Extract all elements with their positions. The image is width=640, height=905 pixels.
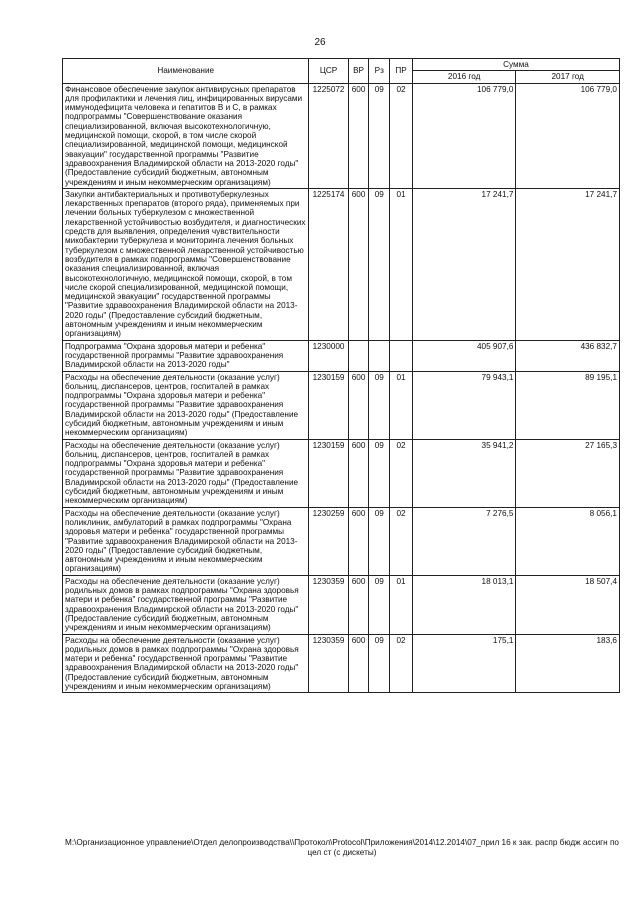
row-rz: 09 (369, 507, 390, 575)
row-vr: 600 (348, 634, 369, 693)
row-name: Расходы на обеспечение деятельности (оказание услуг) поликлиник, амбулаторий в рамках подпрограммы "Охрана здоровья матери и ребенка" государственной программы "Развитие здравоохранения Владимирской области на 2013-2020 годы" (Предоставление субсидий бюджетным, автономным учреждениям и иным некоммерческим организациям) (63, 507, 309, 575)
row-pr: 01 (390, 371, 413, 439)
table-row (63, 83, 620, 188)
row-pr: 02 (390, 507, 413, 575)
row-sum-2016: 106 779,0 (412, 83, 516, 188)
row-sum-2017: 17 241,7 (516, 188, 620, 340)
header-year-2017: 2017 год (516, 71, 620, 83)
row-csr: 1230359 (309, 634, 348, 693)
row-name: Финансовое обеспечение закупок антивирусных препаратов для профилактики и лечения лиц, инфицированных вирусами иммунодефицита человека и гепатитов В и С, в рамках подпрограммы "Совершенствование оказания специализированной, включая высокотехнологичную, медицинской помощи, скорой, в том числе скорой специализированной, медицинской помощи, медицинской эвакуации" государственной программы "Развитие здравоохранения Владимирской области на 2013-2020 годы" (Предоставление субсидий бюджетным, автономным учреждениям и иным некоммерческим организациям) (63, 83, 309, 188)
row-sum-2017: 436 832,7 (516, 340, 620, 371)
row-pr (390, 340, 413, 371)
row-sum-2017: 18 507,4 (516, 575, 620, 634)
header-pr: ПР (390, 59, 413, 84)
row-pr: 02 (390, 83, 413, 188)
table-row (63, 371, 620, 439)
row-sum-2017: 89 195,1 (516, 371, 620, 439)
row-rz: 09 (369, 188, 390, 340)
row-vr: 600 (348, 575, 369, 634)
row-csr: 1230159 (309, 371, 348, 439)
row-csr: 1230159 (309, 439, 348, 507)
row-csr: 1230259 (309, 507, 348, 575)
row-rz (369, 340, 390, 371)
file-path-footer: M:\Организационное управление\Отдел делопроизводства\\Протокол\Protocol\Приложения\2014\12.2014\07_прил 16 к зак. распр бюдж ассигн по цел ст (с дискеты) (65, 838, 619, 857)
row-name: Расходы на обеспечение деятельности (оказание услуг) родильных домов в рамках подпрограммы "Охрана здоровья матери и ребенка" государственной программы "Развитие здравоохранения Владимирской области на 2013-2020 годы" (Предоставление субсидий бюджетным, автономным учреждениям и иным некоммерческим организациям) (63, 575, 309, 634)
table-row (63, 507, 620, 575)
row-sum-2017: 8 056,1 (516, 507, 620, 575)
row-vr: 600 (348, 83, 369, 188)
row-vr: 600 (348, 371, 369, 439)
row-vr: 600 (348, 507, 369, 575)
row-rz: 09 (369, 634, 390, 693)
table-row (63, 188, 620, 340)
row-csr: 1230359 (309, 575, 348, 634)
row-sum-2017: 27 165,3 (516, 439, 620, 507)
header-sum: Сумма (412, 59, 619, 71)
row-csr: 1230000 (309, 340, 348, 371)
row-name: Расходы на обеспечение деятельности (оказание услуг) больниц, диспансеров, центров, госпиталей в рамках подпрограммы "Охрана здоровья матери и ребенка" государственной программы "Развитие здравоохранения Владимирской области на 2013-2020 годы" (Предоставление субсидий бюджетным, автономным учреждениям и иным некоммерческим организациям) (63, 439, 309, 507)
row-csr: 1225072 (309, 83, 348, 188)
header-year-2016: 2016 год (412, 71, 516, 83)
row-pr: 02 (390, 634, 413, 693)
row-pr: 02 (390, 439, 413, 507)
row-sum-2016: 17 241,7 (412, 188, 516, 340)
row-vr: 600 (348, 439, 369, 507)
table-row (63, 575, 620, 634)
row-rz: 09 (369, 83, 390, 188)
row-vr: 600 (348, 188, 369, 340)
row-sum-2016: 18 013,1 (412, 575, 516, 634)
row-vr (348, 340, 369, 371)
row-name: Расходы на обеспечение деятельности (оказание услуг) больниц, диспансеров, центров, госпиталей в рамках подпрограммы "Охрана здоровья матери и ребенка" государственной программы "Развитие здравоохранения Владимирской области на 2013-2020 годы" (Предоставление субсидий бюджетным, автономным учреждениям и иным некоммерческим организациям) (63, 371, 309, 439)
table-row (63, 340, 620, 371)
row-sum-2016: 405 907,6 (412, 340, 516, 371)
row-sum-2016: 7 276,5 (412, 507, 516, 575)
row-rz: 09 (369, 575, 390, 634)
header-name: Наименование (63, 59, 309, 84)
row-rz: 09 (369, 439, 390, 507)
row-pr: 01 (390, 188, 413, 340)
budget-table (62, 58, 620, 693)
row-name: Расходы на обеспечение деятельности (оказание услуг) родильных домов в рамках подпрограммы "Охрана здоровья матери и ребенка" государственной программы "Развитие здравоохранения Владимирской области на 2013-2020 годы" (Предоставление субсидий бюджетным, автономным учреждениям и иным некоммерческим организациям) (63, 634, 309, 693)
row-sum-2017: 183,6 (516, 634, 620, 693)
page-number: 26 (314, 37, 326, 48)
header-vr: ВР (348, 59, 369, 84)
row-pr: 01 (390, 575, 413, 634)
header-csr: ЦСР (309, 59, 348, 84)
row-name: Закупки антибактериальных и противотуберкулезных лекарственных препаратов (второго ряда), применяемых при лечении больных туберкулезом с множественной лекарственной устойчивостью возбудителя, и диагностических средств для выявления, определения чувствительности микобактерии туберкулеза и мониторинга лечения больных туберкулезом с множественной лекарственной устойчивостью возбудителя в рамках подпрограммы "Совершенствование оказания специализированной, включая высокотехнологичную, медицинской помощи, скорой, в том числе скорой специализированной, медицинской помощи, медицинской эвакуации" государственной программы "Развитие здравоохранения Владимирской области на 2013-2020 годы" (Предоставление субсидий бюджетным, автономным учреждениям и иным некоммерческим организациям) (63, 188, 309, 340)
row-sum-2016: 35 941,2 (412, 439, 516, 507)
header-rz: Рз (369, 59, 390, 84)
row-sum-2016: 175,1 (412, 634, 516, 693)
table-row (63, 634, 620, 693)
row-rz: 09 (369, 371, 390, 439)
row-sum-2017: 106 779,0 (516, 83, 620, 188)
row-name: Подпрограмма "Охрана здоровья матери и ребенка" государственной программы "Развитие здравоохранения Владимирской области на 2013-2020 годы" (63, 340, 309, 371)
row-sum-2016: 79 943,1 (412, 371, 516, 439)
row-csr: 1225174 (309, 188, 348, 340)
table-row (63, 439, 620, 507)
